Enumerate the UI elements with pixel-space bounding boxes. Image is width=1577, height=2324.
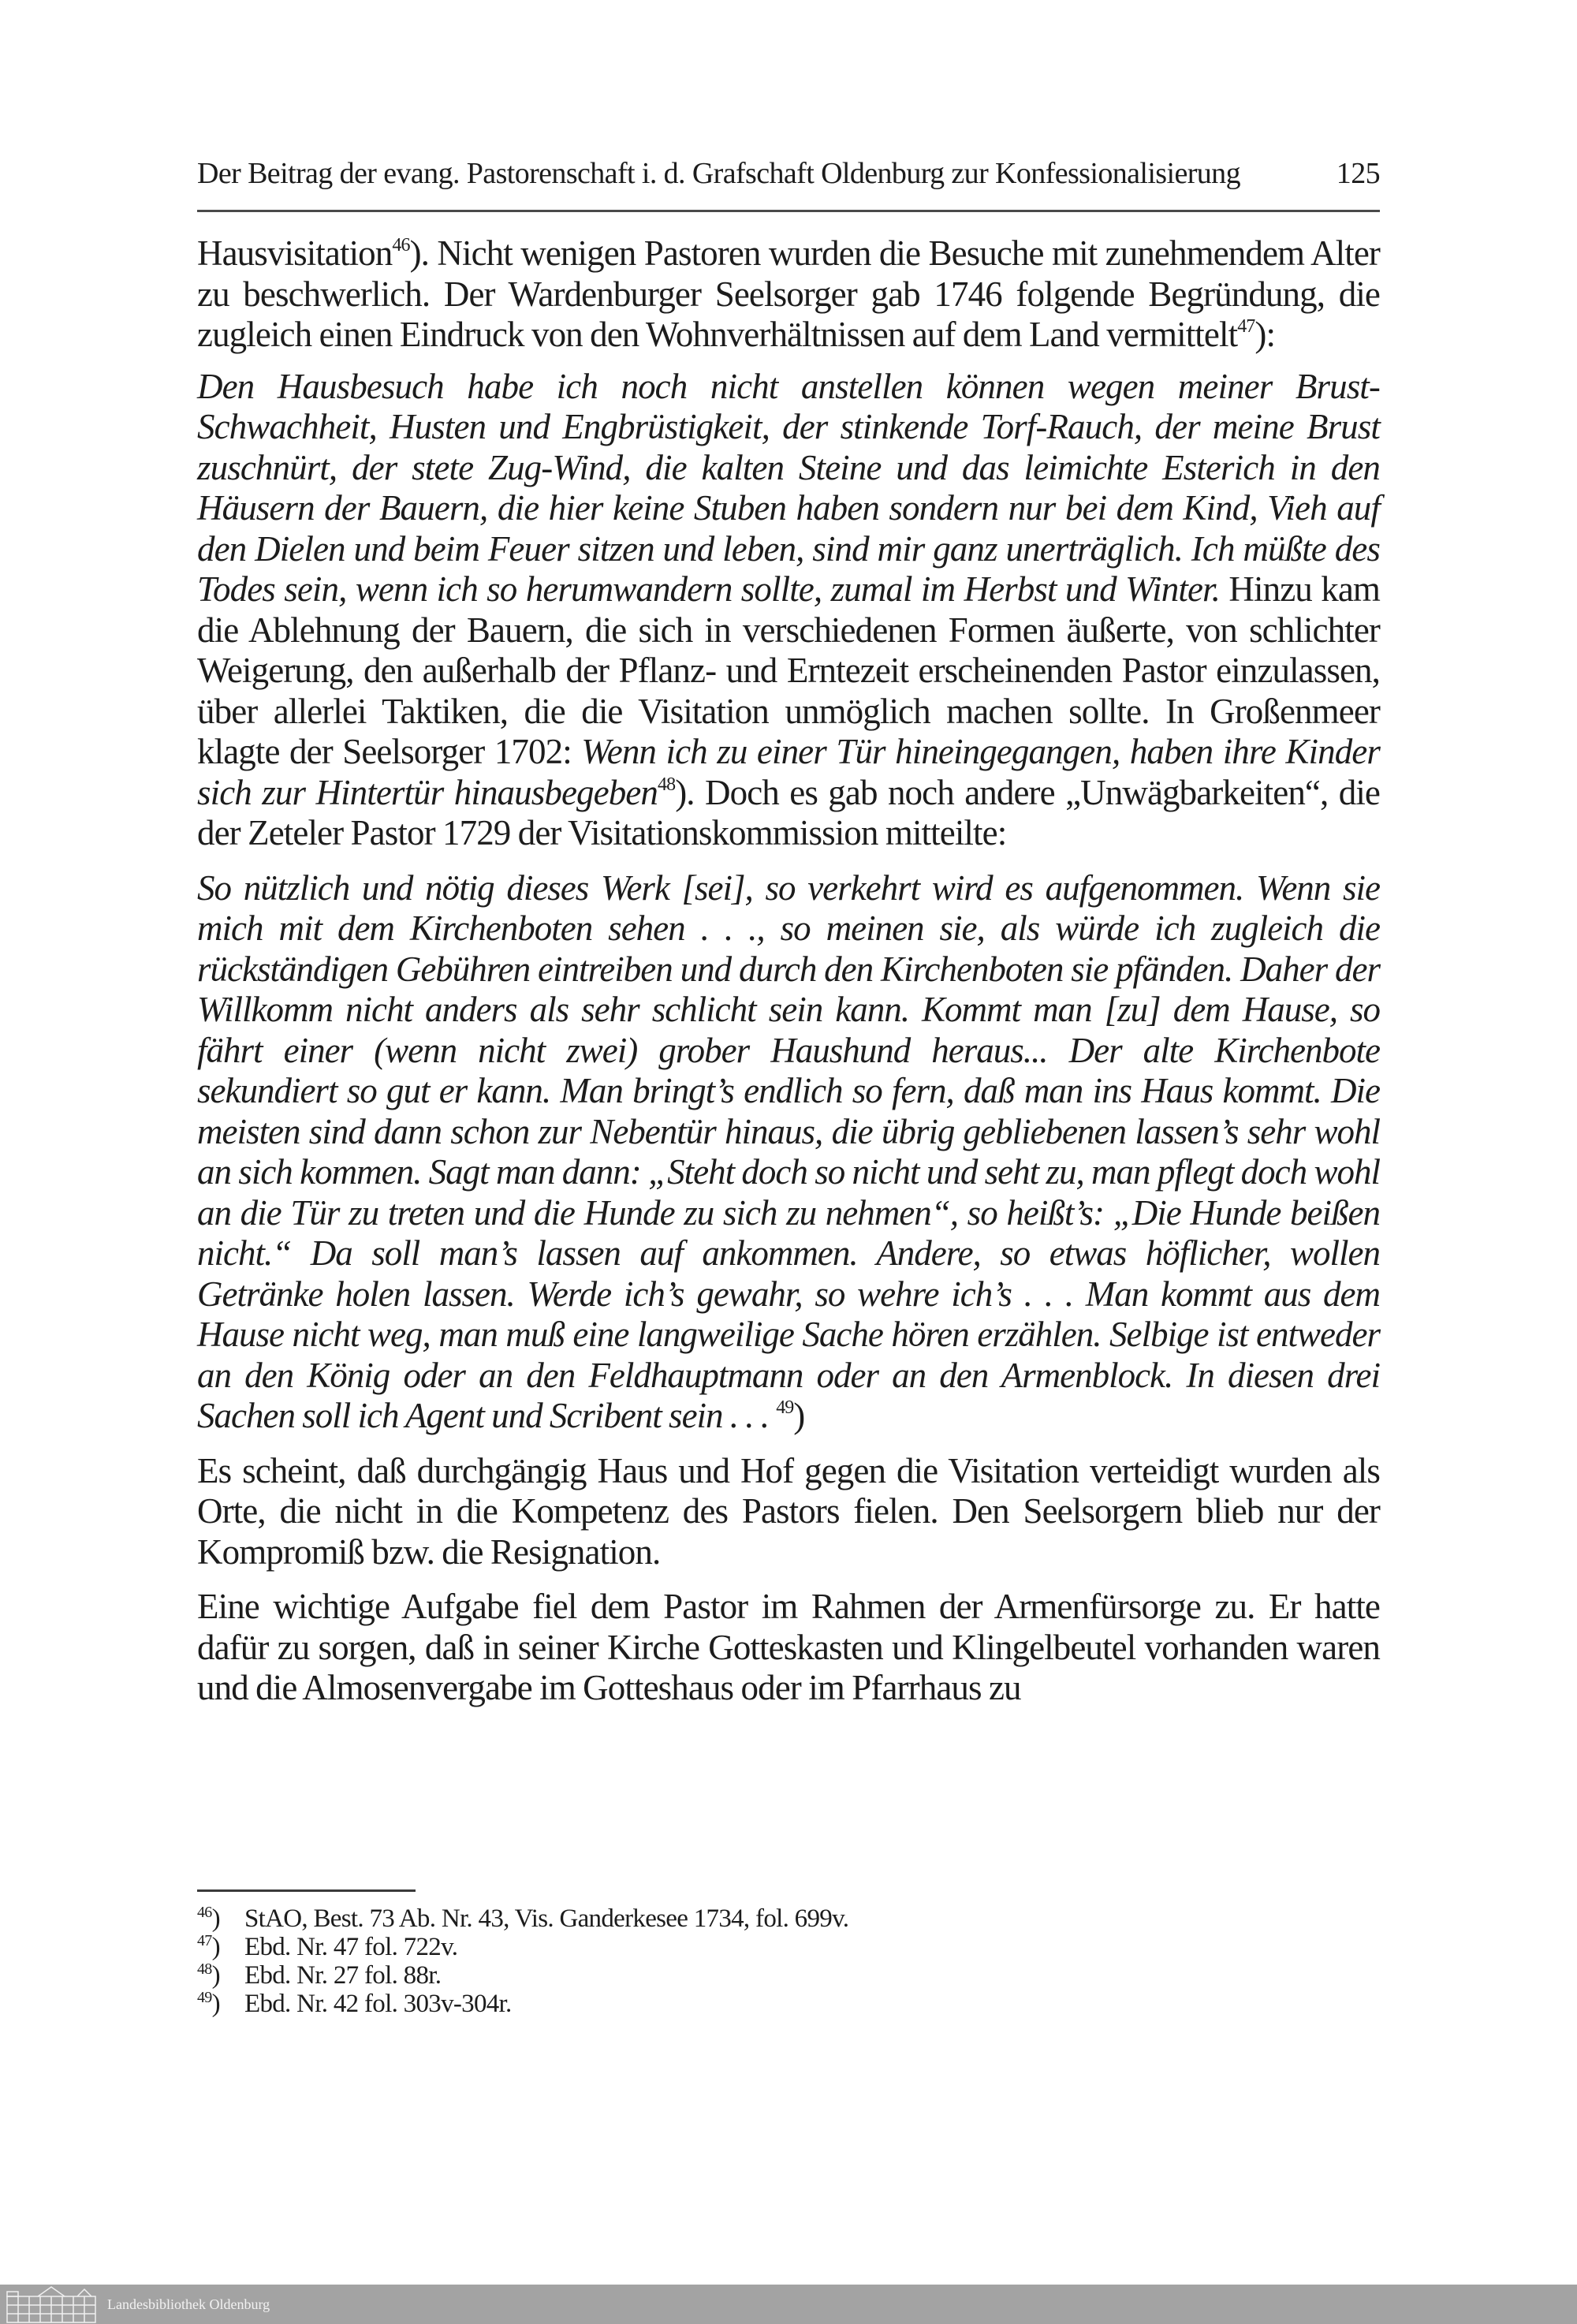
paragraph-1: Hausvisitation$^{46}$). Nicht wenigen Pastoren wurden die Besuche mit zunehmendem Alter zu beschwerlich. Der Wardenburger Seelsorger gab 1746 folgende Begründung, die zugleich einen Eindruck von den Wohnverhältnissen auf dem Land vermittelt$^{47}$): [197, 233, 1380, 354]
quote-wardenburg: Den Hausbesuch habe ich noch nicht anstellen können wegen meiner Brust-Schwachheit, Husten und Engbrüstigkeit, der stinkende Torf-Rauch, der meine Brust zuschnürt, der stete Zug-Wind, die kalten Steine und das leimichte Esterich in den Häusern der Bauern, die hier keine Stuben haben sondern nur bei dem Kind, Vieh auf den Dielen und beim Feuer sitzen und leben, sind mir ganz unerträglich. Ich müßte des Todes sein, wenn ich so herumwandern sollte, zumal im Herbst und Winter. [197, 366, 1380, 609]
footnote-ref-47[interactable]: 47 [1237, 316, 1255, 337]
paragraph-4: Eine wichtige Aufgabe fiel dem Pastor im Rahmen der Armenfürsorge zu. Er hatte dafür zu sorgen, daß in seiner Kirche Gotteskasten und Klingelbeutel vorhanden waren und die Almosenvergabe im Gotteshaus oder im Pfarrhaus zu [197, 1587, 1380, 1707]
footnote-49: $^{49}$) Ebd. Nr. 42 fol. 303v-304r. [197, 1989, 512, 2018]
footnote-rule [197, 1889, 416, 1892]
library-footer-bar [0, 2285, 1577, 2324]
page-number: 125 [1336, 157, 1380, 190]
footnote-ref-49[interactable]: 49 [776, 1397, 794, 1418]
footnote-ref-48[interactable]: 48 [657, 774, 676, 795]
footnote-ref-46[interactable]: 46 [392, 235, 410, 256]
paragraph-3: Es scheint, daß durchgängig Haus und Hof gegen die Visitation verteidigt wurden als Orte, die nicht in die Kompetenz des Pastors fielen. Den Seelsorgern blieb nur der Kompromiß bzw. die Resignation. [197, 1450, 1380, 1572]
quote-grossenmeer: Wenn ich zu einer Tür hineingegangen, haben ihre Kinder sich zur Hintertür hinausbegeben [197, 732, 1380, 812]
footnotes [197, 1904, 848, 2018]
body-text [197, 233, 1380, 1709]
block-quote-zetel: So nützlich und nötig dieses Werk [sei], so verkehrt wird es aufgenommen. Wenn sie mich mit dem Kirchenboten sehen . . ., so meinen sie, als würde ich zugleich die rückständigen Gebühren eintreiben und durch den Kirchenboten sie pfänden. Daher der Willkomm nicht anders als sehr schlicht sein kann. Kommt man [zu] dem Hause, so fährt einer (wenn nicht zwei) grober Haushund heraus... Der alte Kirchenbote sekundiert so gut er kann. Man bringt’s endlich so fern, daß man ins Haus kommt. Die meisten sind dann schon zur Nebentür hinaus, die übrig gebliebenen lassen’s sehr wohl an sich kommen. Sagt man dann: „Steht doch so nicht und seht zu, man pflegt doch wohl an die Tür zu treten und die Hunde zu sich zu nehmen“, so heißt’s: „Die Hunde beißen nicht.“ Da soll man’s lassen auf ankommen. Andere, so etwas höflicher, wollen Getränke holen lassen. Werde ich’s gewahr, so wehre ich’s . . . Man kommt aus dem Hause nicht weg, man muß eine langweilige Sache hören erzählen. Selbige ist entweder an den König oder an den Feldhauptmann oder an den Armenblock. In diesen drei Sachen soll ich Agent und Scribent sein . . . $^{49}$) [197, 867, 1380, 1435]
footnote-46: $^{46}$) StAO, Best. 73 Ab. Nr. 43, Vis. Ganderkesee 1734, fol. 699v. [197, 1904, 849, 1933]
footnote-47: $^{47}$) Ebd. Nr. 47 fol. 722v. [197, 1932, 458, 1961]
header-rule [197, 210, 1380, 212]
library-name: Landesbibliothek Oldenburg [107, 2296, 270, 2312]
running-title: Der Beitrag der evang. Pastorenschaft i. d. Grafschaft Oldenburg zur Konfessionalisierung [197, 157, 1240, 190]
paragraph-2: Den Hausbesuch habe ich noch nicht anstellen können wegen meiner Brust-Schwachheit, Husten und Engbrüstigkeit, der stinkende Torf-Rauch, der meine Brust zuschnürt, der stete Zug-Wind, die kalten Steine und das leimichte Esterich in den Häusern der Bauern, die hier keine Stuben haben sondern nur bei dem Kind, Vieh auf den Dielen und beim Feuer sitzen und leben, sind mir ganz unerträglich. Ich müßte des Todes sein, wenn ich so herumwandern sollte, zumal im Herbst und Winter. Hinzu kam die Ablehnung der Bauern, die sich in verschiedenen Formen äußerte, von schlichter Weigerung, den außerhalb der Pflanz- und Erntezeit erscheinenden Pastor einzulassen, über allerlei Taktiken, die die Visitation unmöglich machen sollte. In Großenmeer klagte der Seelsorger 1702: Wenn ich zu einer Tür hineingegangen, haben ihre Kinder sich zur Hintertür hinausbegeben$^{48}$). Doch es gab noch andere „Unwägbarkeiten“, die der Zeteler Pastor 1729 der Visitationskommission mitteilte: [197, 366, 1380, 852]
footnote-48: $^{48}$) Ebd. Nr. 27 fol. 88r. [197, 1960, 442, 1990]
library-building-icon [5, 2285, 98, 2323]
running-header [197, 156, 1380, 191]
